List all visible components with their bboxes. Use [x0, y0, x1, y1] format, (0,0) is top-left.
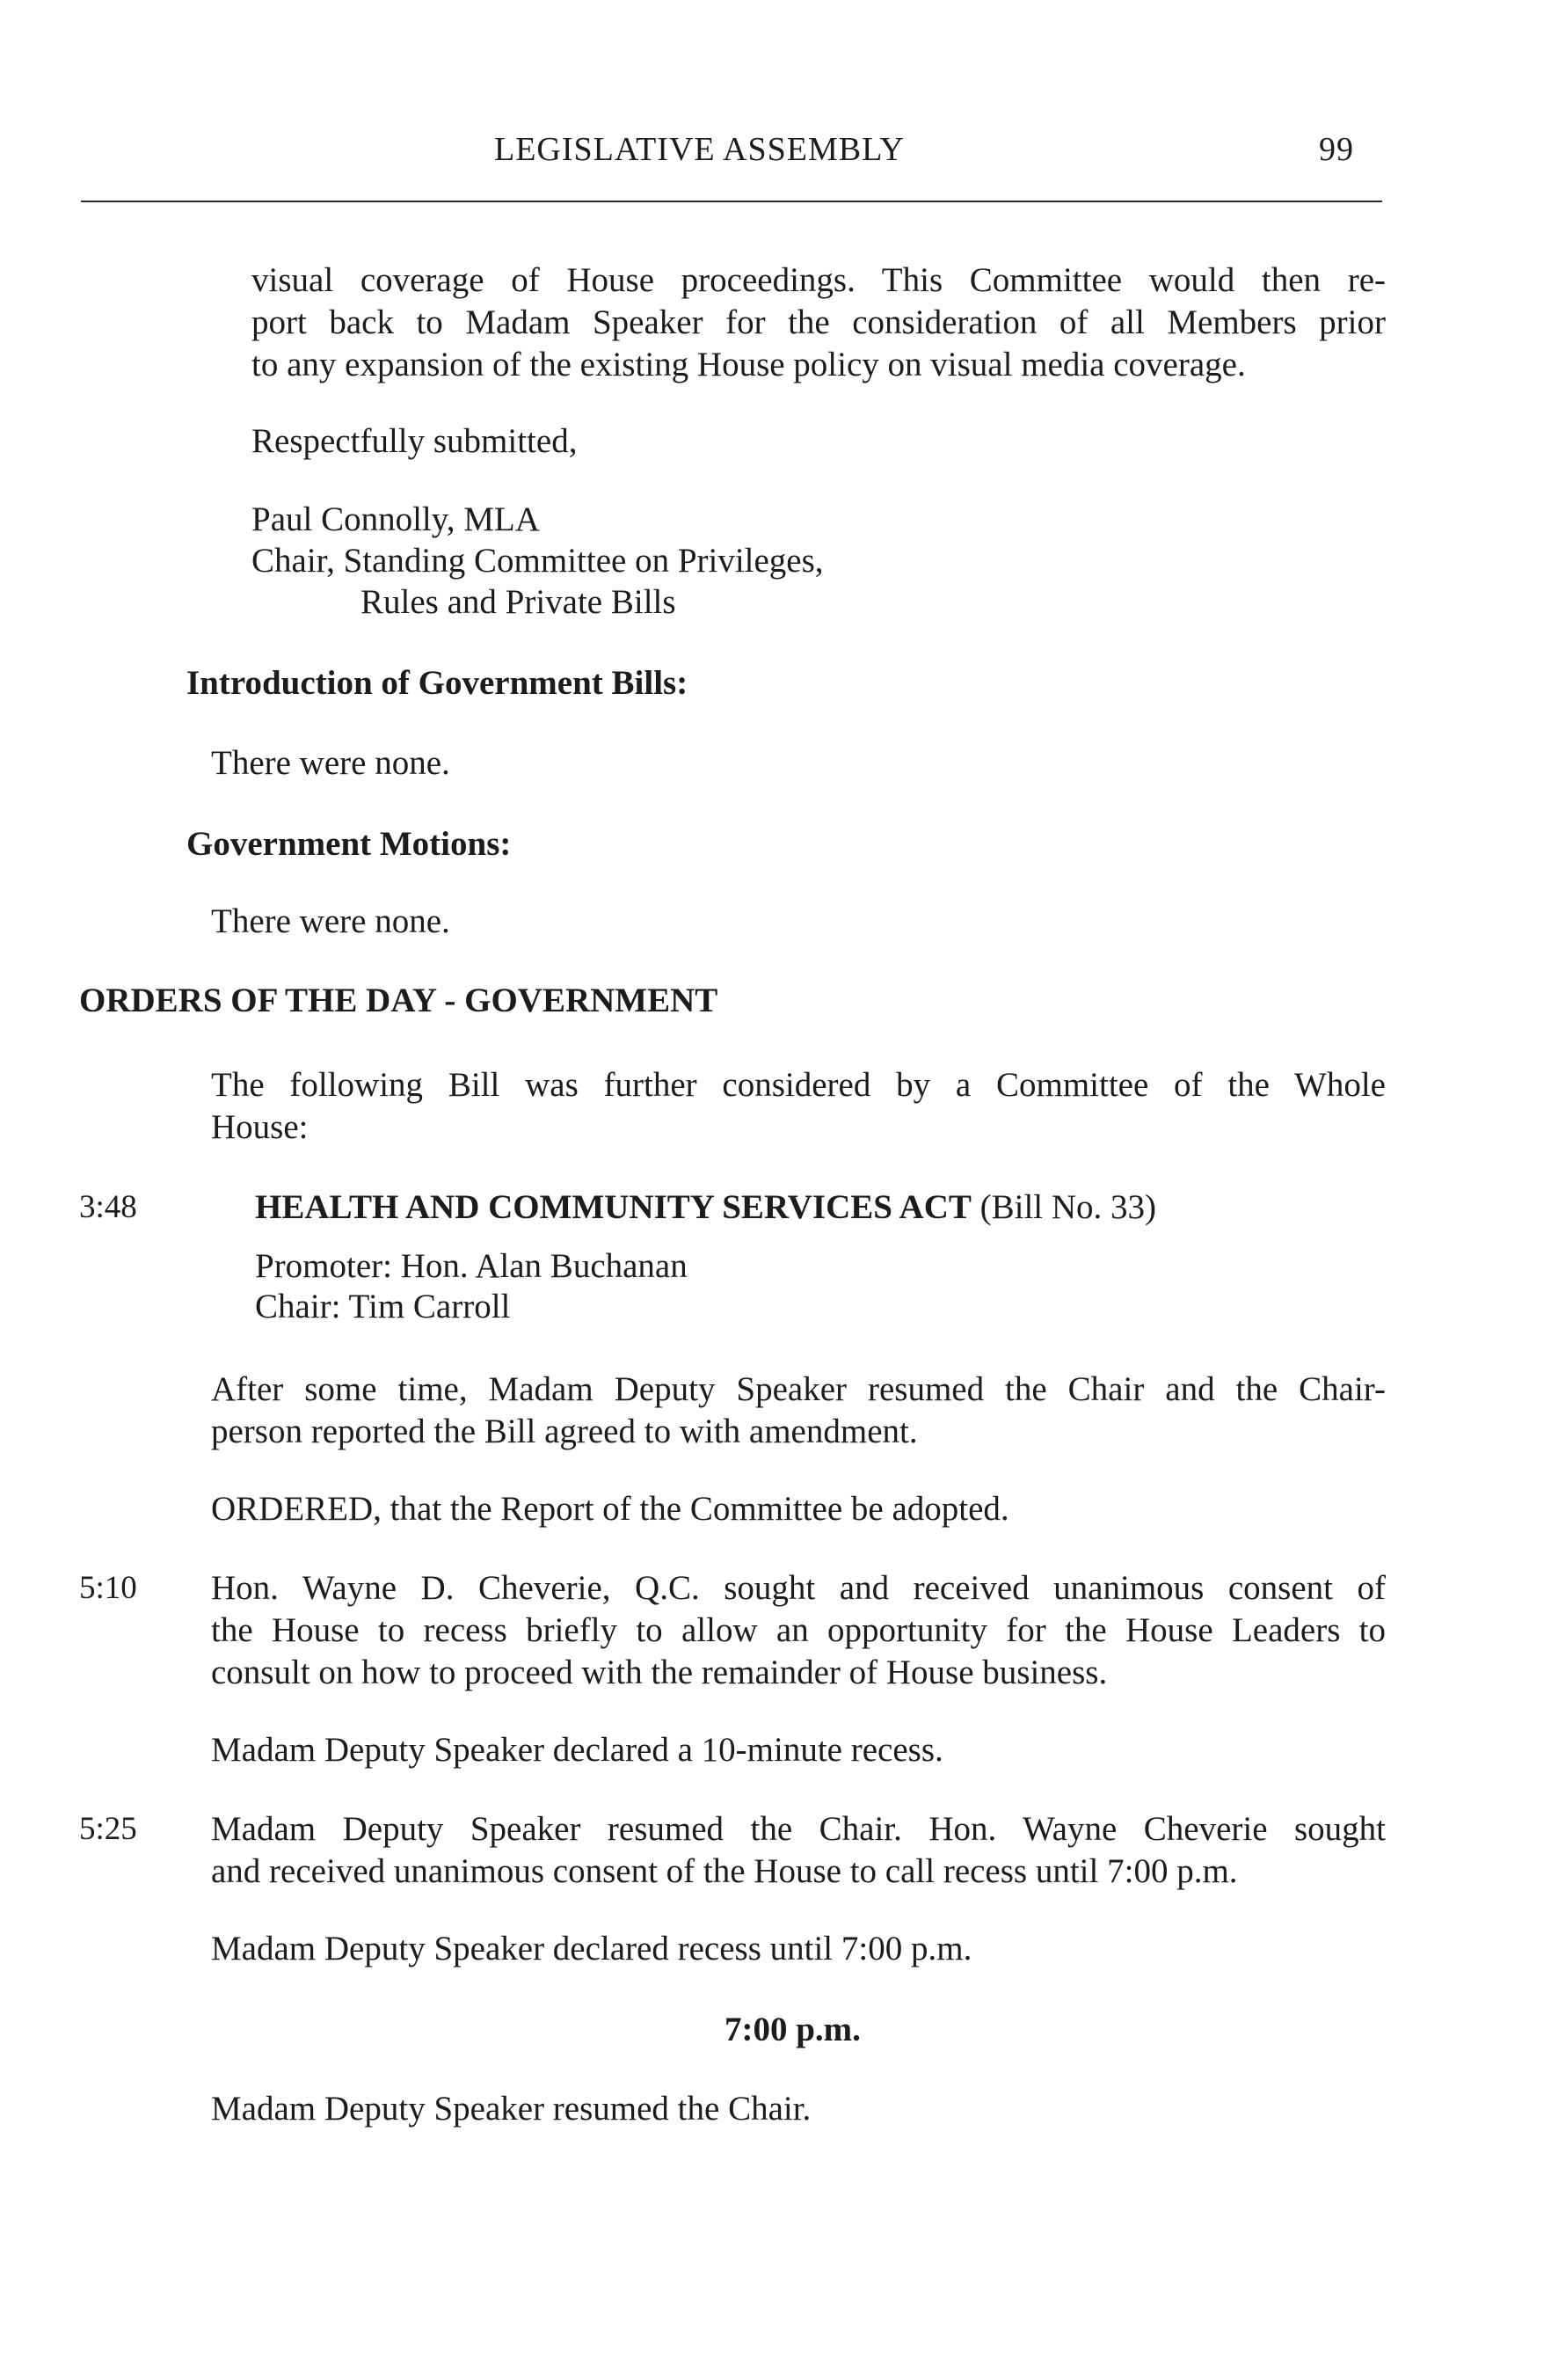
orders-intro-line: The following Bill was further considered by a Committee of the Whole [211, 1066, 1386, 1104]
section-heading-gov-motions: Government Motions: [186, 825, 512, 863]
bill-promoter: Promoter: Hon. Alan Buchanan [255, 1247, 688, 1285]
entry-paragraph-line: the House to recess briefly to allow an opportunity for the House Leaders to [211, 1611, 1386, 1649]
entry-paragraph-line: Hon. Wayne D. Cheverie, Q.C. sought and received unanimous consent of [211, 1569, 1386, 1607]
signatory-title: Rules and Private Bills [360, 583, 676, 621]
gov-bills-text: There were none. [211, 744, 450, 782]
entry-paragraph-line: consult on how to proceed with the remainder of House business. [211, 1654, 1108, 1691]
entry-time: 3:48 [79, 1189, 137, 1225]
bill-number: (Bill No. 33) [979, 1188, 1157, 1226]
section-heading-gov-bills: Introduction of Government Bills: [186, 664, 688, 702]
entry-time: 5:10 [79, 1570, 137, 1606]
bill-chair: Chair: Tim Carroll [255, 1288, 511, 1325]
report-paragraph-line: to any expansion of the existing House policy on visual media coverage. [251, 346, 1246, 383]
report-paragraph-line: port back to Madam Speaker for the consideration of all Members prior [251, 303, 1386, 341]
ordered-text: ORDERED, that the Report of the Committee be adopted. [211, 1490, 1009, 1528]
signatory-name: Paul Connolly, MLA [251, 500, 540, 538]
gov-motions-text: There were none. [211, 902, 450, 940]
orders-intro-line: House: [211, 1108, 309, 1146]
entry-paragraph-line: After some time, Madam Deputy Speaker resumed the Chair and the Chair- [211, 1370, 1386, 1408]
header-rule [81, 201, 1382, 202]
evening-text: Madam Deputy Speaker resumed the Chair. [211, 2090, 812, 2128]
page-header-title: LEGISLATIVE ASSEMBLY [494, 131, 905, 168]
evening-time-heading: 7:00 p.m. [725, 2011, 861, 2048]
bill-heading [255, 1186, 1156, 1229]
signatory-title: Chair, Standing Committee on Privileges, [251, 542, 824, 580]
recess-text: Madam Deputy Speaker declared recess until 7:00 p.m. [211, 1930, 972, 1968]
bill-title: HEALTH AND COMMUNITY SERVICES ACT [255, 1188, 972, 1226]
entry-time: 5:25 [79, 1811, 137, 1847]
entry-paragraph-line: and received unanimous consent of the House to call recess until 7:00 p.m. [211, 1852, 1238, 1890]
orders-heading: ORDERS OF THE DAY - GOVERNMENT [79, 982, 718, 1019]
report-paragraph-line: visual coverage of House proceedings. This Committee would then re- [251, 261, 1386, 299]
entry-paragraph-line: person reported the Bill agreed to with amendment. [211, 1413, 918, 1450]
page-number: 99 [1319, 131, 1354, 168]
recess-text: Madam Deputy Speaker declared a 10-minute recess. [211, 1731, 943, 1769]
entry-paragraph-line: Madam Deputy Speaker resumed the Chair. Hon. Wayne Cheverie sought [211, 1810, 1386, 1848]
report-closing: Respectfully submitted, [251, 422, 578, 460]
